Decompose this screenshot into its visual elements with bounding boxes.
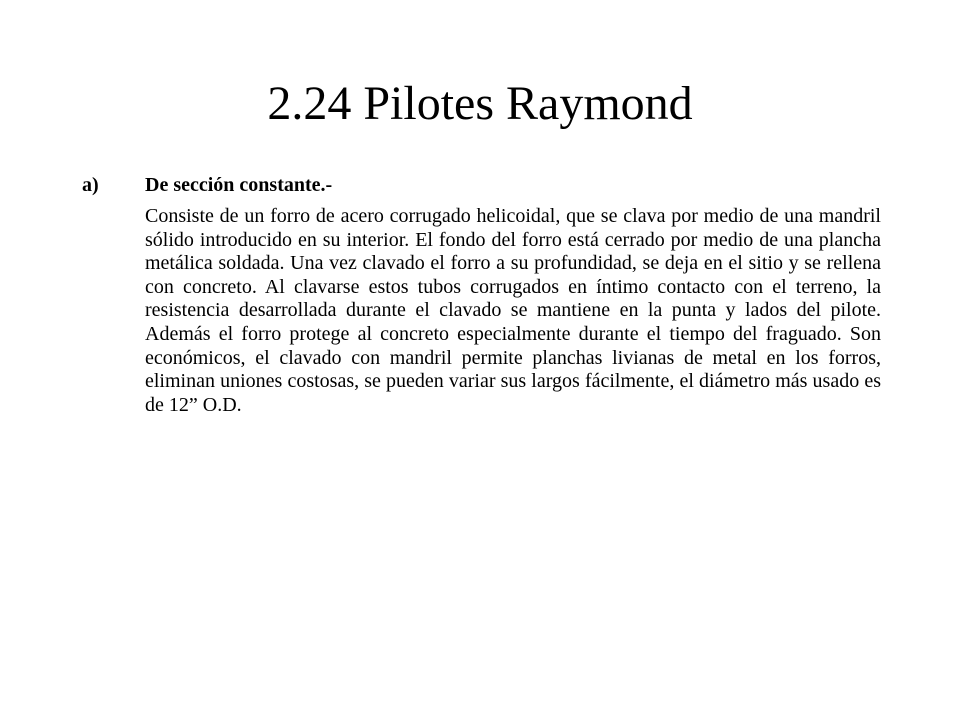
list-item-body: Consiste de un forro de acero corrugado helicoidal, que se clava por medio de una mandril sólido introducido en su interior. El fondo del forro está cerrado por medio de una plancha metálica soldada. Una vez clavado el forro a su profundidad, se deja en el sitio y se rellena con concreto. Al clavarse estos tubos corrugados en íntimo contacto con el terreno, la resistencia desarrollada durante el clavado se mantiene en la punta y lados del pilote. Además el forro protege al concreto especialmente durante el tiempo del fraguado. Son económicos, el clavado con mandril permite planchas livianas de metal en los forros, eliminan uniones costosas, se pueden variar sus largos fácilmente, el diámetro más usado es de 12” O.D. xyxy=(145,205,881,416)
slide-title: 2.24 Pilotes Raymond xyxy=(267,77,693,130)
list-item-marker: a) xyxy=(82,174,99,196)
list-item-heading: De sección constante.- xyxy=(145,174,333,196)
